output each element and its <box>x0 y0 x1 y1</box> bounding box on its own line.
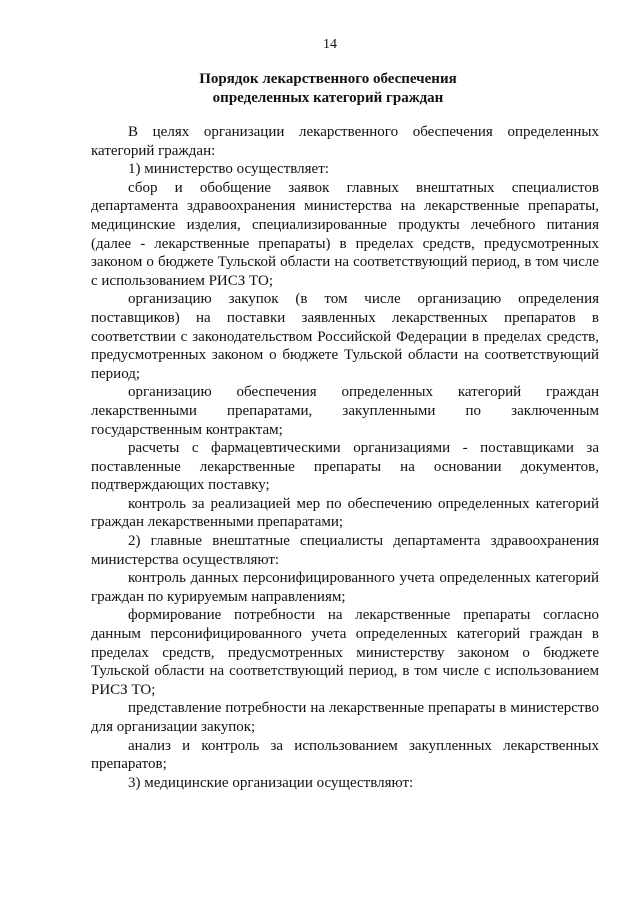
title-line-1: Порядок лекарственного обеспечения <box>199 71 457 87</box>
paragraph: анализ и контроль за использованием закупленных лекарственных препаратов; <box>91 737 599 773</box>
paragraph: В целях организации лекарственного обеспечения определенных категорий граждан: <box>91 124 599 159</box>
paragraph: 3) медицинские организации осуществляют: <box>128 774 414 791</box>
paragraph: 1) министерство осуществляет: <box>128 161 329 178</box>
document-title <box>8 70 640 108</box>
paragraph: организацию обеспечения определенных категорий граждан лекарственными препаратами, закупленными по заключенным государственным контрактам; <box>91 384 599 438</box>
page-number: 14 <box>323 37 337 52</box>
paragraph: представление потребности на лекарственные препараты в министерство для организации закупок; <box>91 700 599 735</box>
paragraph: контроль за реализацией мер по обеспечению определенных категорий граждан лекарственными препаратами; <box>91 495 599 531</box>
paragraph: 2) главные внештатные специалисты департамента здравоохранения министерства осуществляют: <box>91 533 599 568</box>
title-line-2: определенных категорий граждан <box>212 90 444 106</box>
body-text <box>91 123 599 792</box>
paragraph: контроль данных персонифицированного учета определенных категорий граждан по курируемым направлениям; <box>91 570 599 605</box>
paragraph: сбор и обобщение заявок главных внештатных специалистов департамента здравоохранения министерства на лекарственные препараты, медицинские изделия, специализированные продукты лечебного питания (далее - лекарственные препараты) в пределах средств, предусмотренных законом о бюджете Тульской области на соответствующий период, в том числе с использованием РИСЗ ТО; <box>91 179 599 289</box>
paragraph: организацию закупок (в том числе организацию определения поставщиков) на поставки заявленных лекарственных препаратов в соответствии с законодательством Российской Федерации в пределах средств, предусмотренных законом о бюджете Тульской области на соответствующий период; <box>91 291 599 382</box>
paragraph: формирование потребности на лекарственные препараты согласно данным персонифицированного учета определенных категорий граждан в пределах средств, предусмотренных министерству законом о бюджете Тульской области на соответствующий период, в том числе с использованием РИСЗ ТО; <box>91 607 599 698</box>
paragraph: расчеты с фармацевтическими организациями - поставщиками за поставленные лекарственные препараты на основании документов, подтверждающих поставку; <box>91 440 599 494</box>
